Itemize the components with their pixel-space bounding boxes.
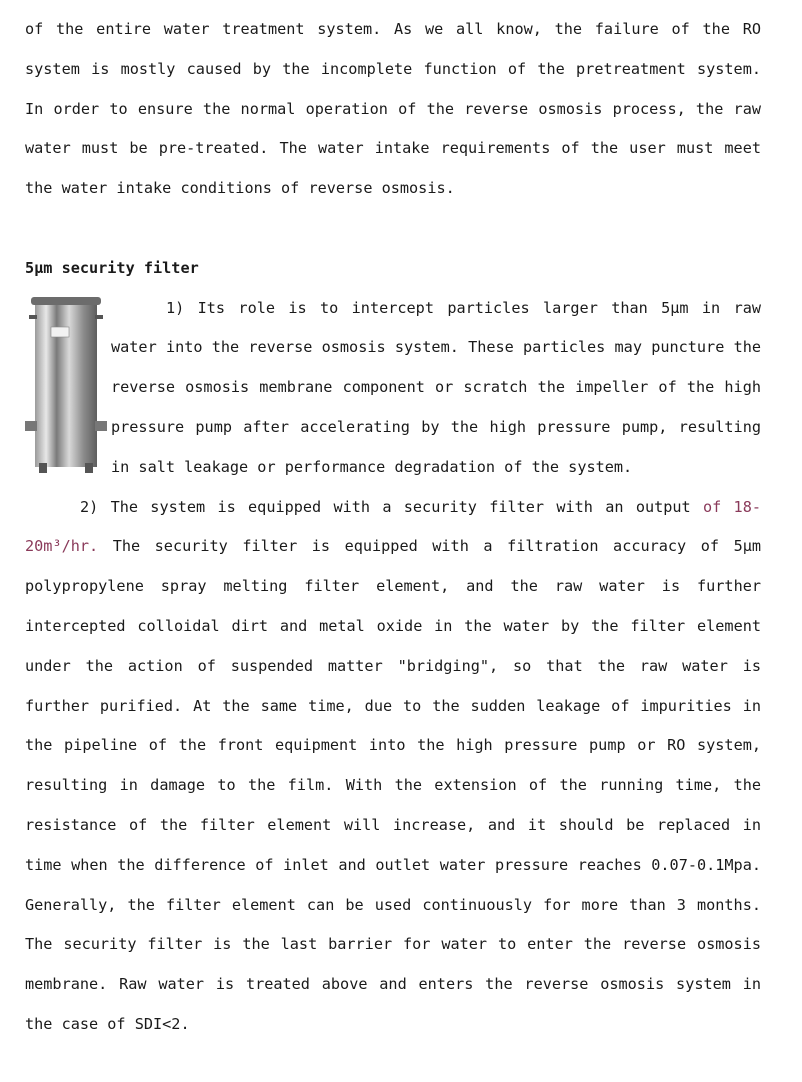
filter-section xyxy=(25,289,761,488)
paragraph-2 xyxy=(25,488,761,1045)
document-page xyxy=(25,10,761,1045)
section-heading: 5μm security filter xyxy=(25,258,199,277)
output-rate-highlight: of 18-20m³/hr. xyxy=(25,497,761,556)
intro-paragraph: of the entire water treatment system. As we all know, the failure of the RO system is mostly caused by the incomplete function of the pretreatment system. In order to ensure the normal operation of the reverse osmosis process, the raw water must be pre-treated. The water intake requirements of the user must meet the water intake conditions of reverse osmosis. xyxy=(25,20,761,198)
paragraph-1: 1) Its role is to intercept particles larger than 5μm in raw water into the reverse osmosis system. These particles may puncture the reverse osmosis membrane component or scratch the impeller of the high pressure pump after accelerating by the high pressure pump, resulting in salt leakage or performance degradation of the system. xyxy=(111,298,761,476)
paragraph-2-start: 2) The system is equipped with a security filter with an output xyxy=(80,497,703,516)
paragraph-2-rest: The security filter is equipped with a filtration accuracy of 5μm polypropylene spray melting filter element, and the raw water is further intercepted colloidal dirt and metal oxide in the water by the filter element under the action of suspended matter "bridging", so that the raw water is further purified. At the same time, due to the sudden leakage of impurities in the pipeline of the front equipment into the high pressure pump or RO system, resulting in damage to the film. With the extension of the running time, the resistance of the filter element will increase, and it should be replaced in time when the difference of inlet and outlet water pressure reaches 0.07-0.1Mpa. Generally, the filter element can be used continuously for more than 3 months. The security filter is the last barrier for water to enter the reverse osmosis membrane. Raw water is treated above and enters the reverse osmosis system in the case of SDI<2. xyxy=(25,537,761,1033)
security-filter-housing-photo xyxy=(25,295,107,475)
